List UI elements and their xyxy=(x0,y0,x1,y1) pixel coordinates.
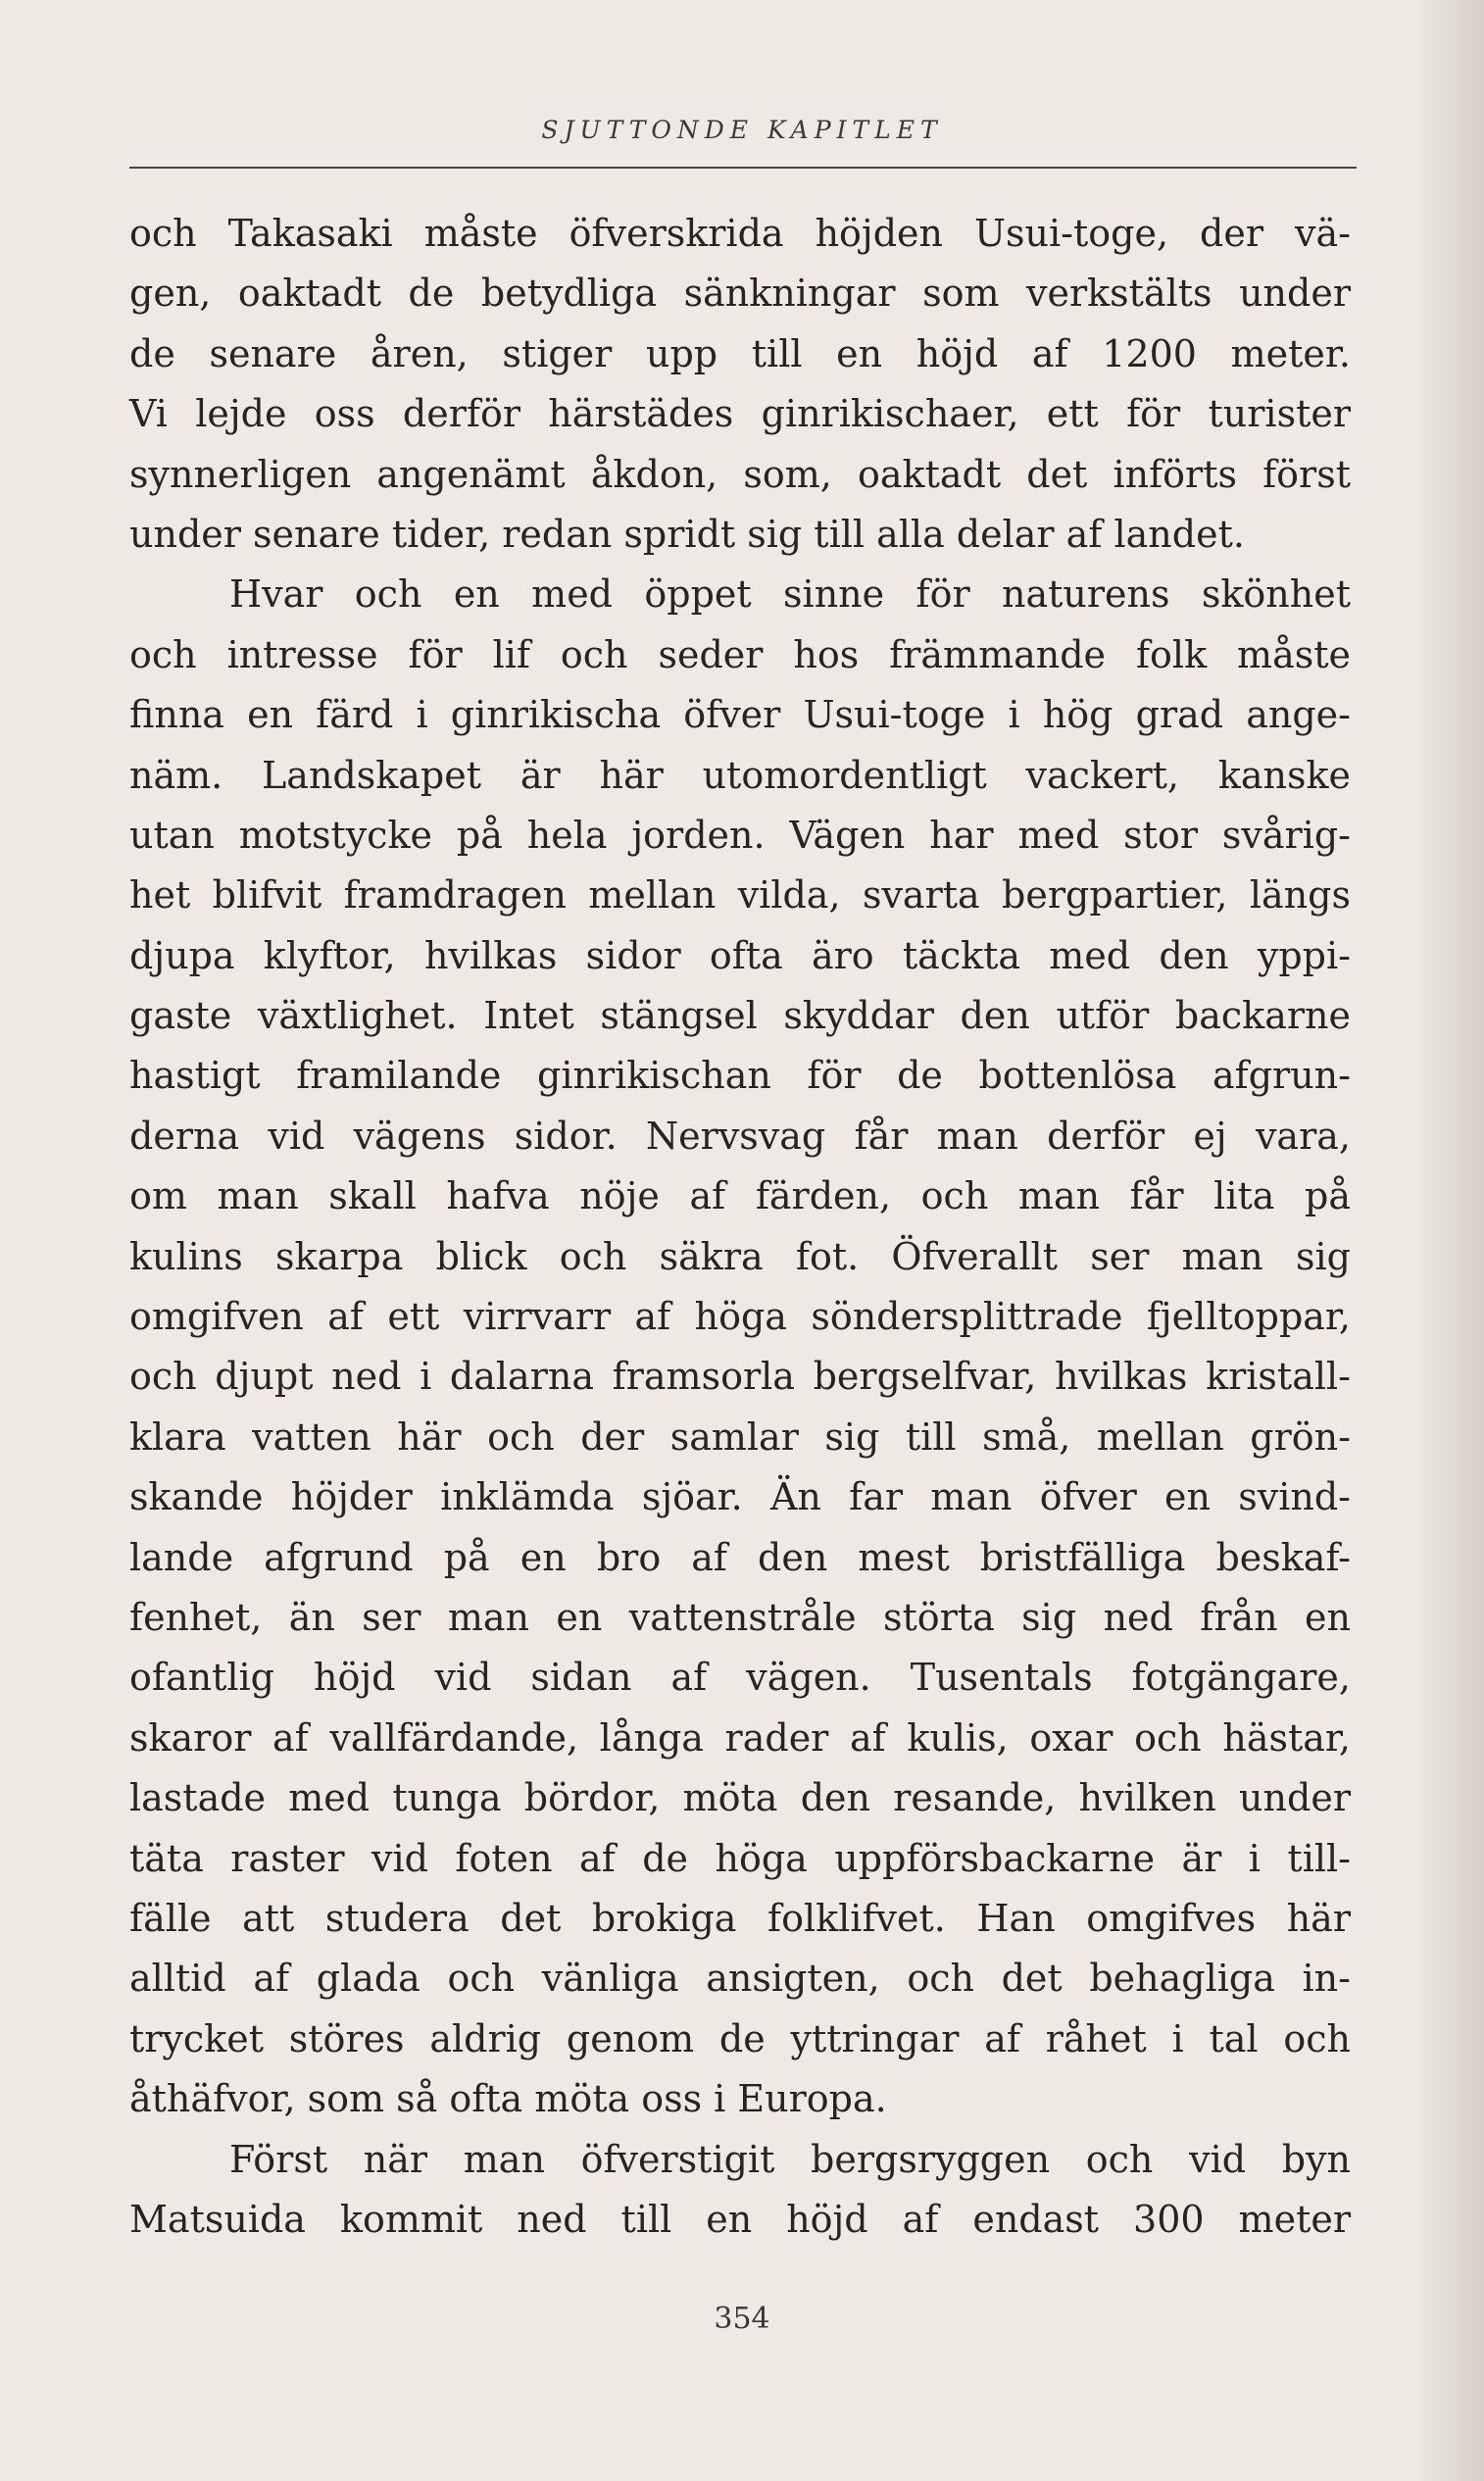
text-line: synnerligen angenämt åkdon, som, oaktadt det införts först xyxy=(129,452,1351,496)
text-line: kulins skarpa blick och säkra fot. Öfverallt ser man sig xyxy=(129,1234,1351,1278)
text-line: Först när man öfverstigit bergsryggen och vid byn xyxy=(229,2137,1351,2181)
text-line: skaror af vallfärdande, långa rader af kulis, oxar och hästar, xyxy=(129,1715,1351,1760)
text-line: Vi lejde oss derför härstädes ginrikischaer, ett för turister xyxy=(129,392,1351,436)
text-line: het blifvit framdragen mellan vilda, svarta bergpartier, längs xyxy=(129,873,1351,918)
text-line: finna en färd i ginrikischa öfver Usui-toge i hög grad ange- xyxy=(129,693,1351,737)
text-line: under senare tider, redan spridt sig till alla delar af landet. xyxy=(129,512,1245,556)
text-line: djupa klyftor, hvilkas sidor ofta äro täckta med den yppi- xyxy=(129,933,1351,977)
text-line: fälle att studera det brokiga folklifvet. Han omgifves här xyxy=(129,1896,1351,1940)
text-line: trycket störes aldrig genom de yttringar af råhet i tal och xyxy=(129,2016,1351,2060)
text-line: utan motstycke på hela jorden. Vägen har med stor svårig- xyxy=(129,813,1351,857)
text-line: och djupt ned i dalarna framsorla bergselfvar, hvilkas kristall- xyxy=(129,1355,1351,1399)
body-text xyxy=(129,204,1351,2250)
page-edge-shadow xyxy=(1415,0,1484,2481)
running-header: SJUTTONDE KAPITLET xyxy=(541,116,943,144)
text-line: gaste växtlighet. Intet stängsel skyddar den utför backarne xyxy=(129,994,1351,1038)
text-line: Hvar och en med öppet sinne för naturens skönhet xyxy=(229,572,1351,617)
text-line: om man skall hafva nöje af färden, och man får lita på xyxy=(129,1174,1351,1218)
text-line: omgifven af ett virrvarr af höga söndersplittrade fjelltoppar, xyxy=(129,1295,1351,1339)
text-line: ofantlig höjd vid sidan af vägen. Tusentals fotgängare, xyxy=(129,1656,1351,1700)
page-number: 354 xyxy=(714,2302,770,2336)
text-line: lastade med tunga bördor, möta den resande, hvilken under xyxy=(129,1776,1351,1820)
text-line: näm. Landskapet är här utomordentligt vackert, kanske xyxy=(129,753,1351,797)
text-line: de senare åren, stiger upp till en höjd af 1200 meter. xyxy=(129,331,1351,375)
text-line: derna vid vägens sidor. Nervsvag får man derför ej vara, xyxy=(129,1114,1351,1158)
text-line: Matsuida kommit ned till en höjd af endast 300 meter xyxy=(129,2197,1351,2241)
text-line: och intresse för lif och seder hos främmande folk måste xyxy=(129,632,1351,676)
text-line: fenhet, än ser man en vattenstråle störta sig ned från en xyxy=(129,1595,1351,1639)
text-line: hastigt framilande ginrikischan för de bottenlösa afgrun- xyxy=(129,1054,1351,1098)
text-line: täta raster vid foten af de höga uppförsbackarne är i till- xyxy=(129,1836,1351,1880)
text-line: klara vatten här och der samlar sig till små, mellan grön- xyxy=(129,1414,1351,1459)
text-line: skande höjder inklämda sjöar. Än far man öfver en svind- xyxy=(129,1475,1351,1519)
text-line: och Takasaki måste öfverskrida höjden Usui-toge, der vä- xyxy=(129,212,1351,255)
text-line: alltid af glada och vänliga ansigten, och det behagliga in- xyxy=(129,1957,1351,2001)
text-line: åthäfvor, som så ofta möta oss i Europa. xyxy=(129,2077,887,2121)
header-rule xyxy=(129,167,1357,169)
text-line: lande afgrund på en bro af den mest bristfälliga beskaf- xyxy=(129,1535,1351,1579)
text-line: gen, oaktadt de betydliga sänkningar som verkstälts under xyxy=(129,272,1351,316)
